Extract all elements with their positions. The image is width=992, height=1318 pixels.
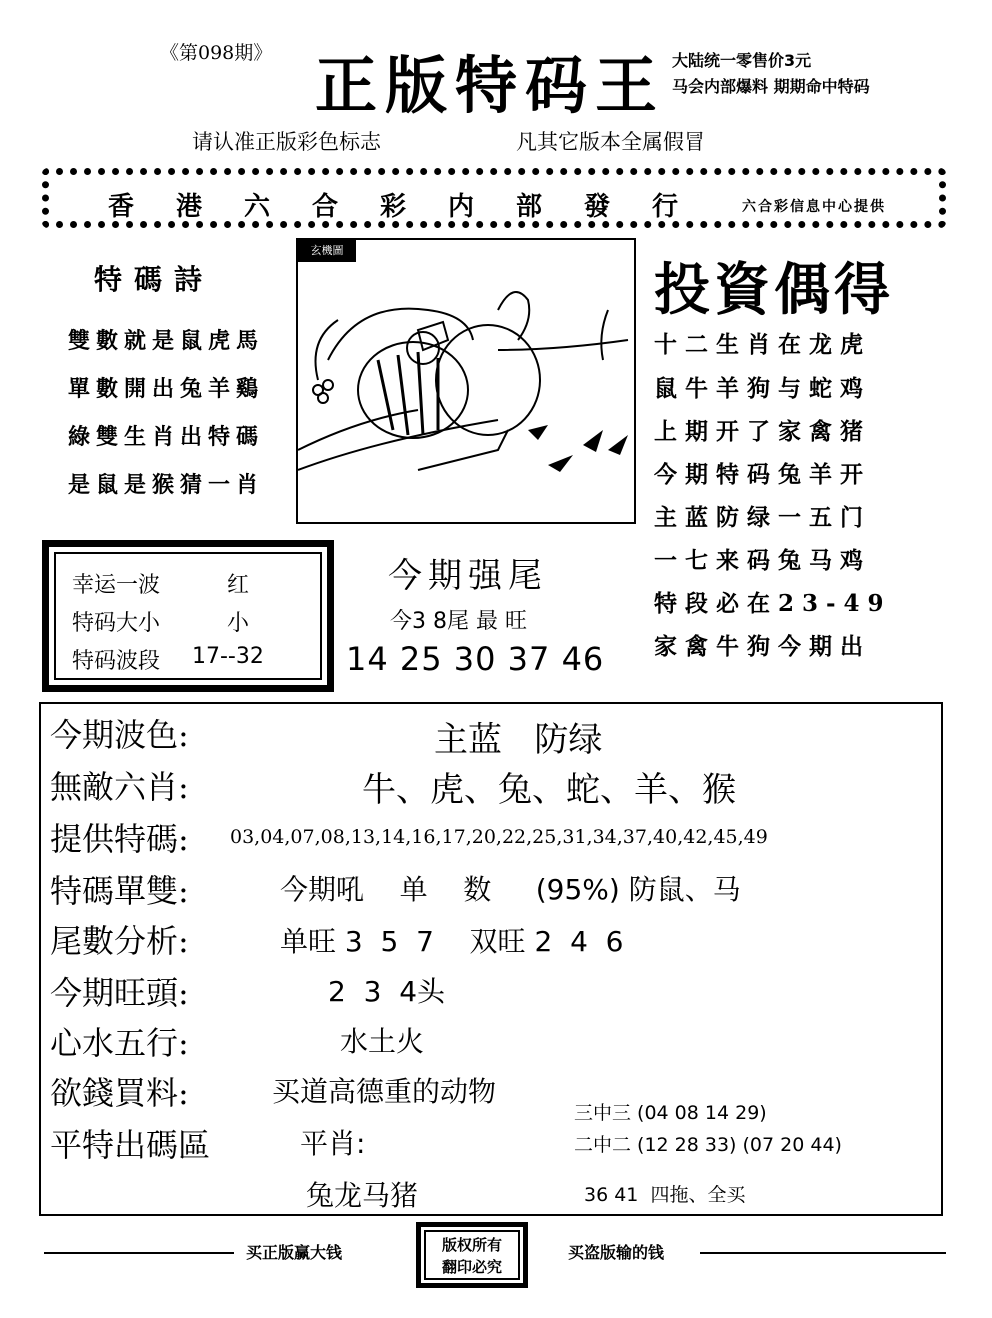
lucky-label: 特码大小 — [72, 611, 161, 636]
main-title: 正版特码王 — [315, 49, 666, 122]
notice-right: 凡其它版本全属假冒 — [516, 130, 705, 154]
oddeven-value: 今期吼 单 数 (95%) 防鼠、马 — [280, 873, 741, 906]
illustration-seal: 玄機圖 — [298, 240, 356, 262]
tail-title: 今期强尾 — [388, 556, 548, 596]
tiger-illustration — [298, 240, 634, 522]
five-label: 心水五行: — [50, 1024, 189, 1062]
invest-line: 特段必在23-49 — [654, 590, 892, 617]
invest-line: 十二生肖在龙虎 — [654, 331, 871, 358]
copyright-inner — [424, 1230, 520, 1280]
five-value: 水土火 — [340, 1025, 425, 1058]
tail-analysis-value: 单旺 3 5 7 双旺 2 4 6 — [280, 925, 624, 958]
poem-line: 雙數就是鼠虎馬 — [68, 328, 265, 354]
tail-subtitle: 今3 8尾 最 旺 — [390, 609, 527, 634]
issue-number: 《第098期》 — [160, 42, 273, 64]
three-of-three: 三中三 (04 08 14 29) — [574, 1102, 767, 1124]
copyright-line: 翻印必究 — [441, 1258, 502, 1276]
lucky-value: 17--32 — [192, 644, 264, 669]
six-label: 無敵六肖: — [50, 768, 189, 806]
lucky-value: 小 — [227, 611, 250, 636]
banner-text: 香港六合彩内部發行 — [108, 192, 721, 222]
oddeven-label: 特碼單雙: — [50, 872, 189, 910]
footer-left-text: 买正版赢大钱 — [246, 1243, 343, 1262]
notice-left: 请认准正版彩色标志 — [192, 130, 381, 154]
head-value: 2 3 4头 — [328, 975, 446, 1008]
two-of-two: 二中二 (12 28 33) (07 20 44) — [574, 1134, 842, 1156]
six-value: 牛、虎、兔、蛇、羊、猴 — [362, 770, 736, 810]
flat-sub: 平肖: — [300, 1127, 366, 1160]
combo-text: 36 41 四拖、全买 — [584, 1184, 746, 1206]
invest-line: 主蓝防绿一五门 — [654, 504, 871, 531]
tail-analysis-label: 尾數分析: — [50, 922, 189, 960]
lucky-row — [72, 644, 264, 675]
head-label: 今期旺頭: — [50, 974, 189, 1012]
color-label: 今期波色: — [50, 716, 189, 754]
lucky-label: 特码波段 — [72, 649, 161, 674]
price-text: 大陆统一零售价3元 — [672, 51, 812, 70]
footer-rule-left — [44, 1252, 234, 1254]
copyright-line: 版权所有 — [441, 1236, 502, 1254]
lucky-value: 红 — [227, 573, 250, 598]
invest-line: 一七来码兔马鸡 — [654, 547, 871, 574]
color-value: 主蓝 防绿 — [434, 720, 603, 760]
tail-numbers: 14 25 30 37 46 — [346, 640, 605, 678]
poem-line: 綠雙生肖出特碼 — [68, 424, 265, 450]
poem-title: 特碼詩 — [94, 263, 215, 296]
flat-animals: 兔龙马猪 — [306, 1179, 419, 1212]
lucky-label: 幸运一波 — [72, 573, 161, 598]
invest-line: 家禽牛狗今期出 — [654, 633, 871, 660]
money-label: 欲錢買料: — [50, 1074, 189, 1112]
invest-line: 今期特码兔羊开 — [654, 461, 871, 488]
slogan-text: 马会内部爆料 期期命中特码 — [672, 77, 870, 96]
invest-title: 投資偶得 — [654, 257, 894, 323]
lucky-row — [72, 568, 250, 599]
invest-line: 上期开了家禽猪 — [654, 418, 871, 445]
tiger-illustration-frame — [296, 238, 636, 524]
money-value: 买道高德重的动物 — [272, 1075, 497, 1108]
poem-line: 是鼠是猴猜一肖 — [68, 472, 265, 498]
banner-provider: 六合彩信息中心提供 — [742, 199, 886, 215]
footer-right-text: 买盗版输的钱 — [568, 1243, 665, 1262]
footer-rule-right — [700, 1252, 946, 1254]
invest-line: 鼠牛羊狗与蛇鸡 — [654, 375, 871, 402]
lucky-row — [72, 606, 250, 637]
poem-line: 單數開出兔羊鷄 — [68, 376, 265, 402]
flat-label: 平特出碼區 — [50, 1126, 211, 1164]
codes-value: 03,04,07,08,13,14,16,17,20,22,25,31,34,37,40,42,45,49 — [230, 826, 768, 848]
codes-label: 提供特碼: — [50, 820, 189, 858]
